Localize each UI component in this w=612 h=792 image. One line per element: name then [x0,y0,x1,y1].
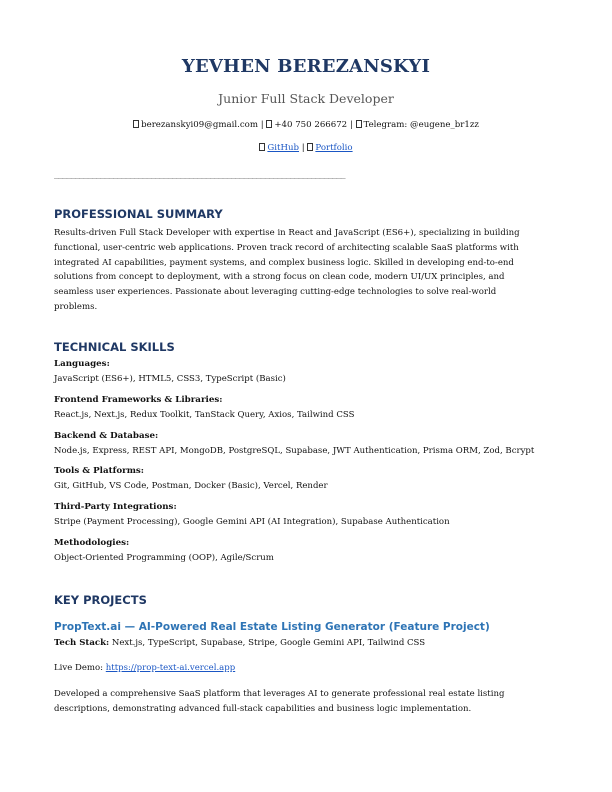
summary-line: Results-driven Full Stack Developer with expertise in React and JavaScript (ES6+), specializing in building [54,228,520,238]
summary-line: seamless user experiences. Passionate about leveraging cutting-edge technologies to solve real-world [54,287,497,298]
skill-group-label: Tools & Platforms: [54,466,145,476]
skill-group-label: Frontend Frameworks & Libraries: [54,395,223,405]
skill-group-label: Third-Party Integrations: [54,502,177,512]
separator: | [349,120,353,130]
project-demo [54,663,235,673]
skill-group-value: Stripe (Payment Processing), Google Gemini API (AI Integration), Supabase Authentication [54,517,450,527]
summary-paragraph [54,226,558,315]
skill-group-value: JavaScript (ES6+), HTML5, CSS3, TypeScript (Basic) [54,374,286,384]
skill-group-label: Languages: [54,359,110,369]
portfolio-icon [307,143,313,151]
tech-stack-value: Next.js, TypeScript, Supabase, Stripe, Google Gemini API, Tailwind CSS [111,638,426,648]
projects-heading: KEY PROJECTS [54,593,147,607]
skill-group-value: Node.js, Express, REST API, MongoDB, PostgreSQL, Supabase, JWT Authentication, Prisma ORM, Zod, Bcrypt [54,446,535,456]
project-title: PropText.ai — AI-Powered Real Estate Listing Generator (Feature Project) [54,621,490,633]
summary-line: functional, user-centric web applications. Proven track record of architecting scalable SaaS platforms with [54,242,519,253]
skills-heading: TECHNICAL SKILLS [54,340,175,354]
email-text[interactable]: berezanskyi09@gmail.com [141,120,258,130]
skill-group-label: Backend & Database: [54,431,159,441]
links-line [54,143,558,153]
project-description-line: Developed a comprehensive SaaS platform that leverages AI to generate professional real estate listing [54,689,505,699]
phone-icon [266,120,272,128]
github-icon [259,143,265,151]
demo-label: Live Demo: [54,663,104,673]
demo-link[interactable]: https://prop-text-ai.vercel.app [105,663,236,673]
telegram-text[interactable]: Telegram: @eugene_br1zz [363,120,479,130]
skill-group-value: Git, GitHub, VS Code, Postman, Docker (Basic), Vercel, Render [54,481,328,491]
summary-line: problems. [54,301,98,312]
separator: | [260,120,264,130]
summary-line: integrated AI capabilities, payment systems, and complex business logic. Skilled in developing end-to-end [54,257,514,268]
job-title: Junior Full Stack Developer [218,91,394,106]
phone-text[interactable]: +40 750 266672 [274,120,348,130]
project-description [54,687,558,717]
portfolio-link[interactable]: Portfolio [315,143,353,153]
email-icon [133,120,139,128]
project-description-line: descriptions, demonstrating advanced full-stack capabilities and business logic implementation. [54,704,472,714]
contact-line [54,120,558,130]
skill-group-value: Object-Oriented Programming (OOP), Agile/Scrum [54,553,274,563]
divider-rule: _____________________________________________________________________ [54,170,345,179]
summary-line: solutions from concept to deployment, with a strong focus on clean code, modern UI/UX principles, and [54,272,505,283]
candidate-name: YEVHEN BEREZANSKYI [181,56,431,77]
project-tech-stack [54,638,425,648]
skill-group-label: Methodologies: [54,538,130,548]
telegram-icon [356,120,362,128]
github-link[interactable]: GitHub [267,143,300,153]
tech-stack-label: Tech Stack: [54,638,110,648]
separator: | [301,143,305,153]
skill-group-value: React.js, Next.js, Redux Toolkit, TanStack Query, Axios, Tailwind CSS [54,410,355,420]
summary-heading: PROFESSIONAL SUMMARY [54,207,223,221]
